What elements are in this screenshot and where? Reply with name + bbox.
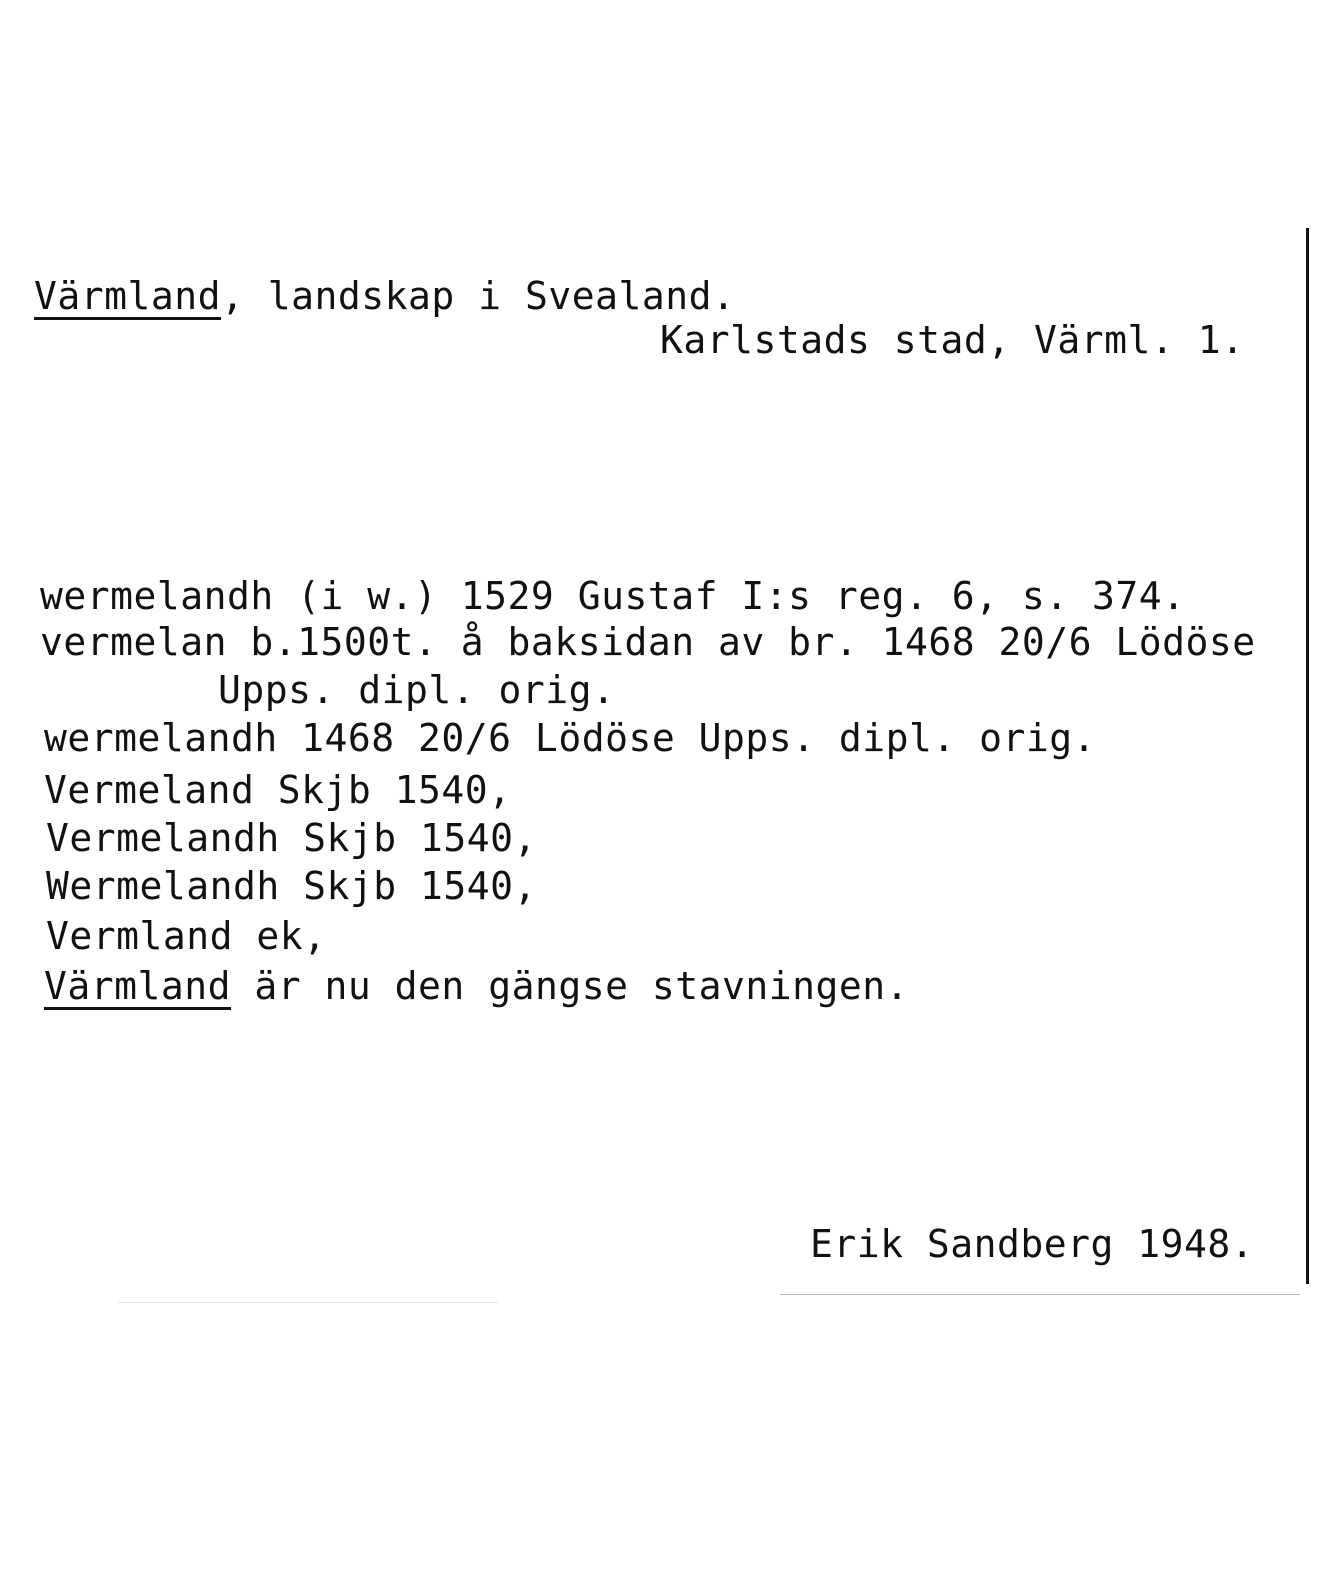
heading-reference: Karlstads stad, Värml. 1. — [660, 318, 1245, 362]
conclusion-text: är nu den gängse stavningen. — [231, 964, 909, 1008]
card-right-edge — [1306, 228, 1309, 1284]
entry-line: wermelandh (i w.) 1529 Gustaf I:s reg. 6, s. 374. — [40, 574, 1186, 618]
entry-line: Upps. dipl. orig. — [218, 668, 616, 712]
heading-line — [34, 274, 735, 318]
conclusion-term: Värmland — [44, 964, 232, 1008]
headword: Värmland — [34, 274, 222, 318]
entry-line: Vermeland Skjb 1540, — [44, 768, 512, 812]
card-bottom-edge-faint — [118, 1302, 498, 1303]
entry-line: Wermelandh Skjb 1540, — [46, 864, 537, 908]
heading-description: , landskap i Svealand. — [221, 274, 736, 318]
entry-line: vermelan b.1500t. å baksidan av br. 1468 20/6 Lödöse — [40, 620, 1256, 664]
entry-line: Vermelandh Skjb 1540, — [46, 816, 537, 860]
entry-line: Vermland ek, — [46, 914, 327, 958]
entry-line: wermelandh 1468 20/6 Lödöse Upps. dipl. orig. — [44, 716, 1097, 760]
card-bottom-edge — [780, 1294, 1300, 1295]
conclusion-line — [44, 964, 909, 1008]
signature: Erik Sandberg 1948. — [810, 1222, 1255, 1266]
